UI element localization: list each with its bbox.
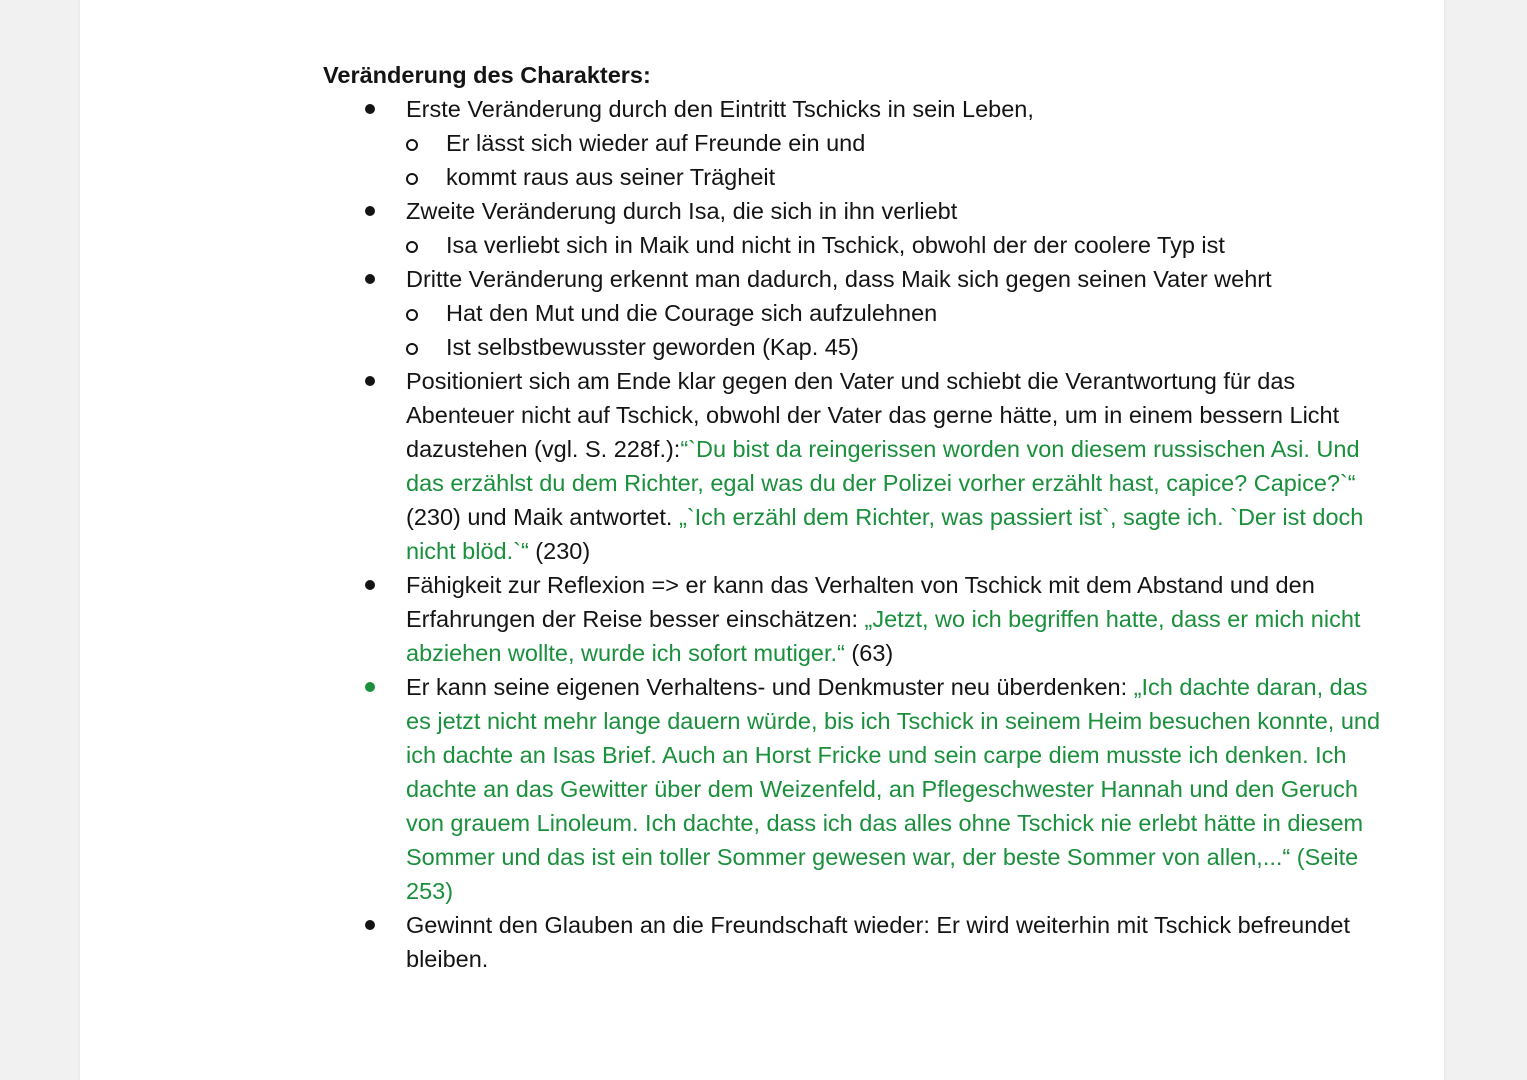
sub-item-text: Ist selbstbewusster geworden (Kap. 45): [446, 334, 859, 360]
bullet-list: [323, 92, 1383, 976]
document-page: [80, 0, 1444, 1080]
circle-bullet-icon: [406, 343, 418, 355]
list-item: [323, 908, 1383, 976]
page-reference: (230): [528, 538, 591, 564]
item-text: Er kann seine eigenen Verhaltens- und Denkmuster neu überdenken:: [406, 674, 1134, 700]
item-text: Erste Veränderung durch den Eintritt Tschicks in sein Leben,: [406, 96, 1034, 122]
sub-list: [406, 126, 1383, 194]
sub-list-item: [406, 126, 1383, 160]
page-reference: (63): [844, 640, 894, 666]
sub-list-item: [406, 228, 1383, 262]
list-item: [323, 364, 1383, 568]
sub-item-text: kommt raus aus seiner Trägheit: [446, 164, 776, 190]
sub-item-text: Isa verliebt sich in Maik und nicht in Tschick, obwohl der der coolere Typ ist: [446, 232, 1225, 258]
item-text: Dritte Veränderung erkennt man dadurch, dass Maik sich gegen seinen Vater wehrt: [406, 266, 1272, 292]
circle-bullet-icon: [406, 309, 418, 321]
list-item: [323, 568, 1383, 670]
bullet-icon: [365, 274, 375, 284]
quote-text: „Ich dachte daran, das es jetzt nicht mehr lange dauern würde, bis ich Tschick in seinem Heim besuchen konnte, und ich dachte an Isas Brief. Auch an Horst Fricke und sein carpe diem musste ich denken. Ich dachte an das Gewitter über dem Weizenfeld, an Pflegeschwester Hannah und den Geruch von grauem Linoleum. Ich dachte, dass ich das alles ohne Tschick nie erlebt hätte in diesem Sommer und das ist ein toller Sommer gewesen war, der beste Sommer von allen,...“: [406, 674, 1381, 870]
circle-bullet-icon: [406, 241, 418, 253]
sub-list-item: [406, 330, 1383, 364]
page-reference: (Seite 253): [406, 844, 1359, 904]
item-text-continued: (230) und Maik antwortet.: [406, 504, 679, 530]
sub-item-text: Hat den Mut und die Courage sich aufzulehnen: [446, 300, 938, 326]
item-text: Positioniert sich am Ende klar gegen den Vater und schiebt die Verantwortung für das Abenteuer nicht auf Tschick, obwohl der Vater das gerne hätte, um in einem bessern Licht dazustehen (vgl. S. 228f.):: [406, 368, 1340, 462]
list-item: [323, 670, 1383, 908]
section-heading: Veränderung des Charakters:: [323, 62, 651, 88]
quote-text: „Jetzt, wo ich begriffen hatte, dass er mich nicht abziehen wollte, wurde ich sofort mutiger.“: [406, 606, 1361, 666]
sub-list-item: [406, 296, 1383, 330]
bullet-icon: [365, 920, 375, 930]
bullet-icon: [365, 206, 375, 216]
sub-item-text: Er lässt sich wieder auf Freunde ein und: [446, 130, 866, 156]
item-text: Gewinnt den Glauben an die Freundschaft wieder: Er wird weiterhin mit Tschick befreundet bleiben.: [406, 912, 1350, 972]
bullet-icon: [365, 580, 375, 590]
item-text: Fähigkeit zur Reflexion => er kann das Verhalten von Tschick mit dem Abstand und den Erfahrungen der Reise besser einschätzen:: [406, 572, 1315, 632]
quote-text: „`Ich erzähl dem Richter, was passiert ist`, sagte ich. `Der ist doch nicht blöd.`“: [406, 504, 1364, 564]
bullet-icon: [365, 104, 375, 114]
circle-bullet-icon: [406, 173, 418, 185]
circle-bullet-icon: [406, 139, 418, 151]
list-item: [323, 194, 1383, 262]
document-content: [323, 58, 1383, 976]
bullet-icon: [365, 376, 375, 386]
bullet-icon: [365, 682, 375, 692]
item-text: Zweite Veränderung durch Isa, die sich in ihn verliebt: [406, 198, 958, 224]
list-item: [323, 92, 1383, 194]
quote-text: “`Du bist da reingerissen worden von diesem russischen Asi. Und das erzählst du dem Richter, egal was du der Polizei vorher erzählt hast, capice? Capice?`“: [406, 436, 1360, 496]
sub-list: [406, 228, 1383, 262]
sub-list-item: [406, 160, 1383, 194]
sub-list: [406, 296, 1383, 364]
list-item: [323, 262, 1383, 364]
